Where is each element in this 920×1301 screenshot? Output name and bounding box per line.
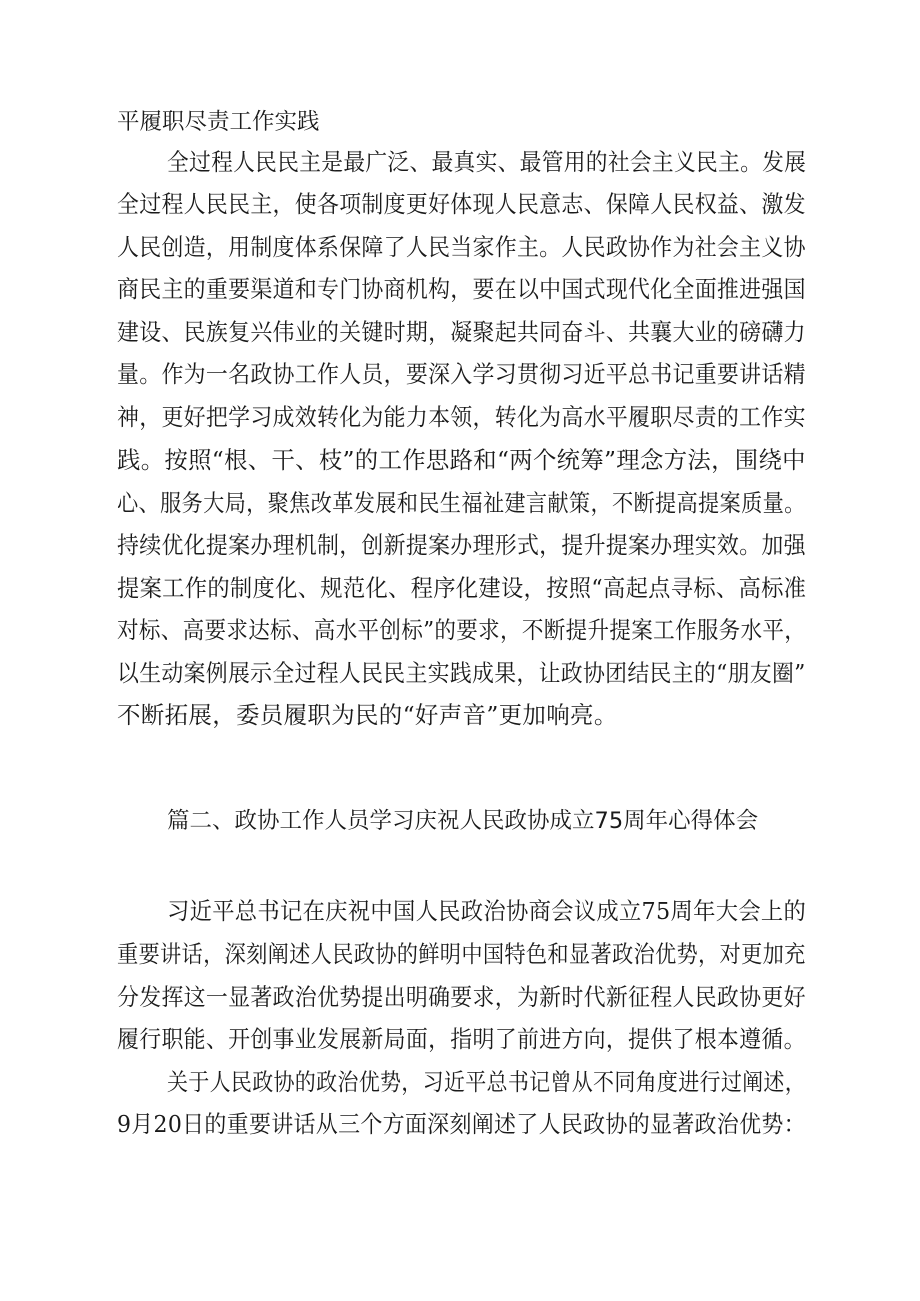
paragraph-line: 全过程人民民主是最广泛、最真实、最管用的社会主义民主。发展 [167, 148, 807, 176]
paragraph-line: 量。作为一名政协工作人员，要深入学习贯彻习近平总书记重要讲话精 [117, 360, 806, 388]
section-two-title: 篇二、政协工作人员学习庆祝人民政协成立75周年心得体会 [167, 808, 759, 834]
paragraph-line: 心、服务大局，聚焦改革发展和民生福祉建言献策，不断提高提案质量。 [117, 489, 806, 517]
section-heading-tail: 平履职尽责工作实践 [117, 109, 320, 135]
paragraph-line: 分发挥这一显著政治优势提出明确要求，为新时代新征程人民政协更好 [117, 983, 806, 1011]
paragraph-line: 以生动案例展示全过程人民民主实践成果，让政协团结民主的“朋友圈” [117, 659, 806, 687]
paragraph-line: 不断拓展，委员履职为民的“好声音”更加响亮。 [117, 701, 618, 729]
paragraph-line: 提案工作的制度化、规范化、程序化建设，按照“高起点寻标、高标准 [117, 574, 807, 602]
paragraph-line: 全过程人民民主，使各项制度更好体现人民意志、保障人民权益、激发 [117, 190, 806, 218]
paragraph-line: 关于人民政协的政治优势，习近平总书记曾从不同角度进行过阐述， [167, 1068, 807, 1096]
paragraph-line: 建设、民族复兴伟业的关键时期，凝聚起共同奋斗、共襄大业的磅礴力 [117, 318, 806, 346]
paragraph-line: 人民创造，用制度体系保障了人民当家作主。人民政协作为社会主义协 [117, 233, 806, 261]
paragraph-line: 践。按照“根、干、枝”的工作思路和“两个统筹”理念方法，围绕中 [117, 446, 806, 474]
paragraph-line: 持续优化提案办理机制，创新提案办理形式，提升提案办理实效。加强 [117, 531, 806, 559]
paragraph-line: 重要讲话，深刻阐述人民政协的鲜明中国特色和显著政治优势，对更加充 [117, 940, 806, 968]
paragraph-line: 履行职能、开创事业发展新局面，指明了前进方向，提供了根本遵循。 [117, 1025, 806, 1053]
paragraph-line: 习近平总书记在庆祝中国人民政治协商会议成立75周年大会上的 [167, 897, 807, 925]
paragraph-line: 神，更好把学习成效转化为能力本领，转化为高水平履职尽责的工作实 [117, 403, 806, 431]
paragraph-line: 9月20日的重要讲话从三个方面深刻阐述了人民政协的显著政治优势： [117, 1110, 806, 1138]
paragraph-line: 商民主的重要渠道和专门协商机构，要在以中国式现代化全面推进强国 [117, 275, 806, 303]
paragraph-line: 对标、高要求达标、高水平创标”的要求，不断提升提案工作服务水平， [117, 616, 807, 644]
